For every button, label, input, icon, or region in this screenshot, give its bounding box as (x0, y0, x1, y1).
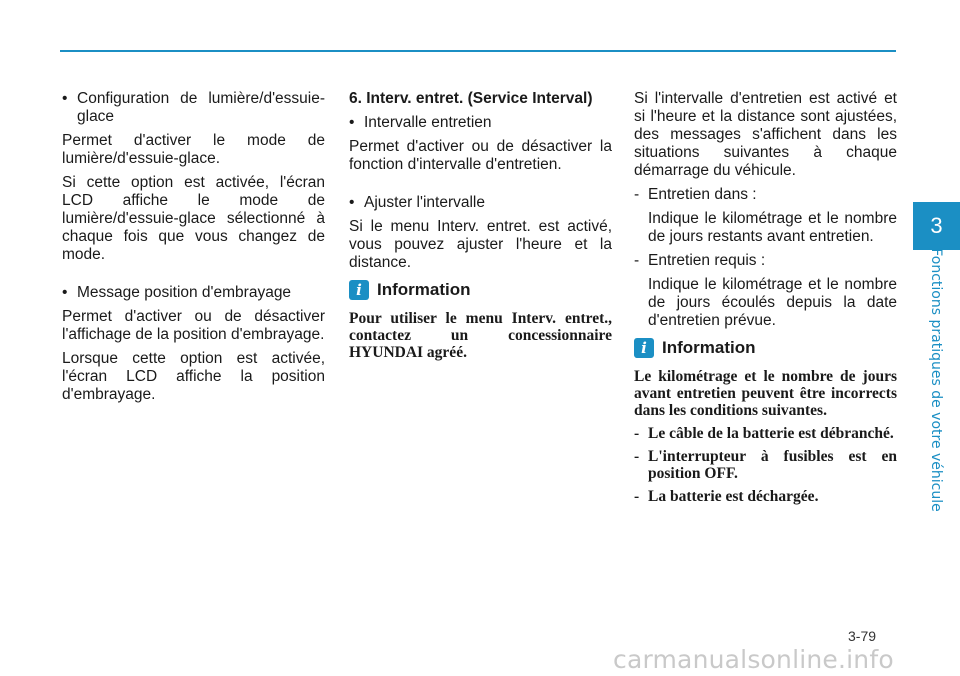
info-list-item (634, 488, 897, 505)
info-list-text: La batterie est déchargée. (648, 488, 819, 505)
info-text: Le kilométrage et le nombre de jours avant entretien peuvent être incorrects dans les conditions suivantes. (634, 368, 897, 419)
bullet-title: Configuration de lumière/d'essuie-glace (77, 90, 325, 125)
bullet-item (349, 194, 612, 212)
paragraph: Permet d'activer ou de désactiver l'affichage de la position d'embrayage. (62, 308, 325, 343)
info-title: Information (662, 338, 756, 357)
top-rule (60, 50, 896, 52)
bullet-icon (349, 194, 364, 212)
dash-title: Entretien dans : (648, 186, 757, 203)
page-number: 3-79 (848, 628, 877, 644)
bullet-title: Ajuster l'intervalle (364, 194, 485, 211)
column-1 (62, 90, 325, 410)
info-header (349, 280, 612, 300)
bullet-icon (62, 90, 77, 126)
info-list-item (634, 448, 897, 482)
paragraph: Lorsque cette option est activée, l'écran LCD affiche la position d'embrayage. (62, 350, 325, 403)
column-3 (634, 90, 897, 511)
bullet-item (62, 284, 325, 302)
dash-mark: - (634, 425, 640, 442)
bullet-item (62, 90, 325, 126)
info-list-text: L'interrupteur à fusibles est en position OFF. (648, 448, 897, 482)
paragraph: Indique le kilométrage et le nombre de jours écoulés depuis la date d'entretien prévue. (648, 276, 897, 329)
paragraph: Permet d'activer le mode de lumière/d'essuie-glace. (62, 132, 325, 167)
bullet-title: Intervalle entretien (364, 114, 492, 131)
info-icon: i (349, 280, 369, 300)
bullet-item (349, 114, 612, 132)
chapter-number-tab: 3 (913, 202, 960, 250)
dash-mark: - (634, 186, 640, 203)
bullet-title: Message position d'embrayage (77, 284, 292, 301)
dash-item (634, 252, 897, 270)
paragraph: Si l'intervalle d'entretien est activé et si l'heure et la distance sont ajustées, des messages s'affichent dans les situations suivantes à chaque démarrage du véhicule. (634, 90, 897, 179)
info-icon: i (634, 338, 654, 358)
info-list-text: Le câble de la batterie est débranché. (648, 425, 894, 442)
section-heading: 6. Interv. entret. (Service Interval) (349, 90, 593, 107)
info-header (634, 338, 897, 358)
paragraph: Indique le kilométrage et le nombre de jours restants avant entretien. (648, 210, 897, 245)
info-title: Information (377, 280, 471, 299)
info-text: Pour utiliser le menu Interv. entret., contactez un concessionnaire HYUNDAI agréé. (349, 310, 612, 361)
bullet-icon (62, 284, 77, 302)
paragraph: Si le menu Interv. entret. est activé, vous pouvez ajuster l'heure et la distance. (349, 218, 612, 271)
paragraph: Si cette option est activée, l'écran LCD affiche le mode de lumière/d'essuie-glace sélectionné à chaque fois que vous changez de mode. (62, 174, 325, 263)
dash-item (634, 186, 897, 204)
watermark: carmanualsonline.info (613, 645, 894, 674)
dash-mark: - (634, 448, 640, 465)
dash-title: Entretien requis : (648, 252, 766, 269)
dash-mark: - (634, 252, 640, 269)
paragraph: Permet d'activer ou de désactiver la fonction d'intervalle d'entretien. (349, 138, 612, 173)
bullet-icon (349, 114, 364, 132)
column-2 (349, 90, 612, 367)
dash-mark: - (634, 488, 640, 505)
info-list-item (634, 425, 897, 442)
chapter-title: Fonctions pratiques de votre véhicule (928, 248, 944, 512)
